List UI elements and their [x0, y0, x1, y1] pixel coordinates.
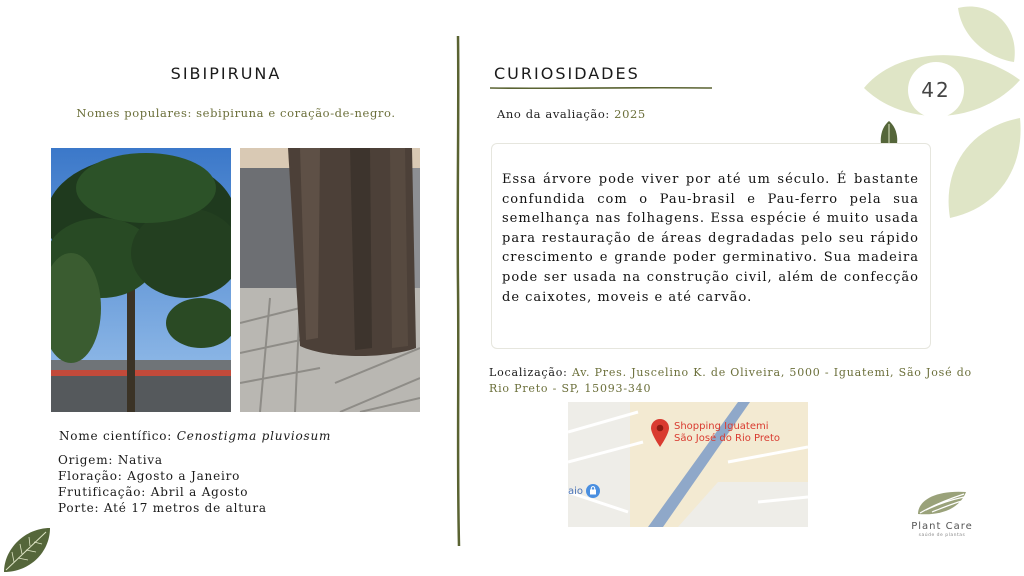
scientific-name-line [59, 428, 331, 445]
shopping-bag-icon [586, 484, 600, 498]
scientific-label: Nome científico: [59, 429, 173, 443]
plant-care-logo-icon [914, 488, 970, 518]
map-pin-icon [650, 418, 670, 448]
tree-photo [51, 148, 231, 412]
scientific-name: Cenostigma pluviosum [176, 429, 332, 443]
title-underline [490, 84, 712, 92]
trunk-photo [240, 148, 420, 412]
evaluation-year [497, 107, 646, 121]
brand-tagline: saúde de plantas [918, 533, 966, 538]
map-place-line2: São José do Rio Preto [674, 433, 780, 444]
fruiting: Frutificação: Abril a Agosto [58, 485, 249, 499]
location-map[interactable] [568, 402, 808, 527]
location [489, 365, 979, 397]
page-number: 42 [921, 78, 951, 102]
map-place-line1: Shopping Iguatemi [674, 421, 769, 432]
year-value: 2025 [614, 107, 646, 121]
brand-name: Plant Care [911, 521, 973, 532]
year-label: Ano da avaliação: [497, 107, 610, 121]
curiosity-text: Essa árvore pode viver por até um século. É bastante confundida com o Pau-brasil e Pau-ferro pela sua semelhança nas folhagens. Essa espécie é muito usada para restauração de áreas degradadas pelo seu rápido crescimento e grande poder germinativo. Sua madeira pode ser usada na construção civil, além de confecção de caixotes, moveis e até carvão. [502, 172, 919, 305]
species-title: SIBIPIRUNA [170, 64, 282, 83]
curiosities-title: CURIOSIDADES [494, 64, 640, 83]
flowering: Floração: Agosto a Janeiro [58, 469, 241, 483]
map-partial-label: aio [568, 486, 584, 497]
location-label: Localização: [489, 366, 568, 379]
tree-size: Porte: Até 17 metros de altura [58, 501, 267, 515]
leaf-decoration-bottom-left [0, 524, 54, 576]
origin: Origem: Nativa [58, 453, 163, 467]
popular-names: Nomes populares: sebipiruna e coração-de-negro. [76, 106, 396, 120]
location-value: Av. Pres. Juscelino K. de Oliveira, 5000 - Iguatemi, São José do Rio Preto - SP, 15093-340 [489, 366, 972, 395]
